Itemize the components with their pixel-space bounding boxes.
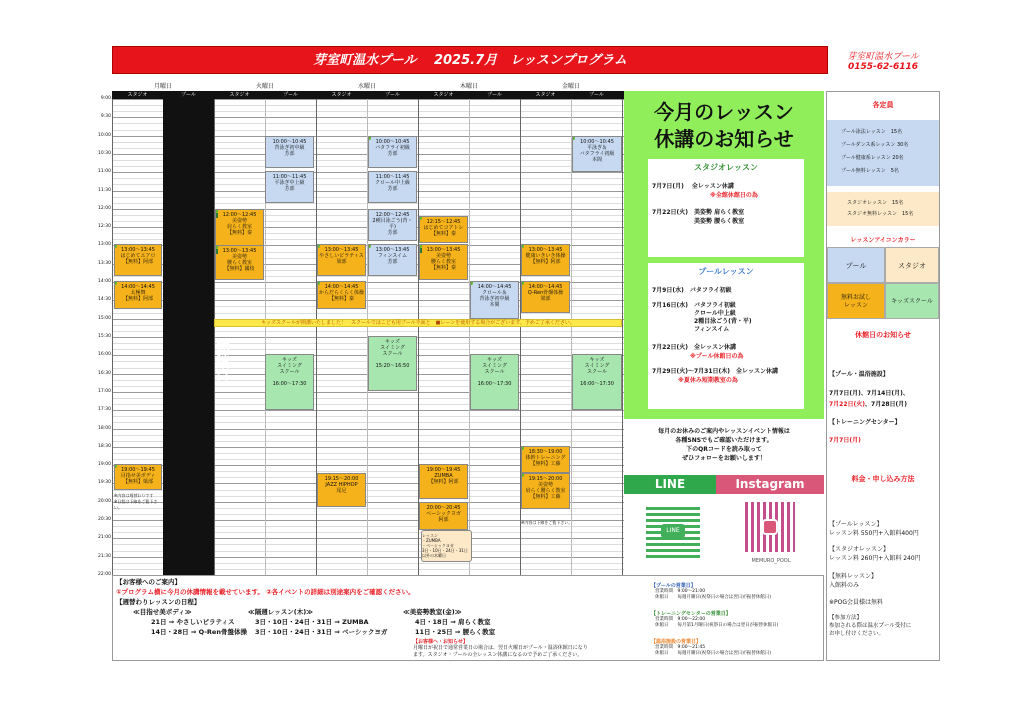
lesson-fri-pool-1[interactable]: 10:00〜10:45 平泳ぎ＆ バタフライ初級 本間	[572, 136, 622, 172]
sub-header	[112, 91, 624, 99]
time-label: 10:00	[98, 132, 111, 138]
lesson-wed-studio-3[interactable]: 19:15〜20:00 JAZZ HIPHOP 尾足	[317, 473, 366, 507]
lesson-wed-pool-4[interactable]: 13:00〜13:45 フィンスイム 芳部	[368, 244, 417, 276]
studio-notice-box: スタジオレッスン 7月7日(月) 全レッスン休講 ※全館休館日の為 7月22日(火) 美姿勢 肩らく教室 美姿勢 腰らく教室	[648, 159, 804, 257]
line-qr-code[interactable]	[646, 504, 700, 558]
closed-heading: 休館日のお知らせ	[855, 331, 911, 339]
time-label: 18:00	[98, 425, 111, 431]
day-header-mon: 月曜日	[153, 83, 172, 90]
fee-studio: 【スタジオレッスン】 レッスン料 260円+入館料 240円	[829, 546, 921, 562]
day-header-tue: 火曜日	[255, 83, 274, 90]
note-mon: ※内容は週替わりです ※日程は下線をご覧下さい。	[114, 493, 158, 510]
time-label: 16:30	[98, 370, 111, 376]
fee-how: 【参加方法】 参加される際は温水プール受付に お申し付けください。	[829, 615, 912, 637]
note-thu: レッスン ・ZUMBA ・ベーシックヨガ 3日・10日・24日・31日 以外の木曜日	[421, 530, 472, 562]
lesson-thu-pool-1[interactable]: 14:00〜14:45 クロール＆ 背泳ぎ初中級 本間	[470, 281, 519, 319]
time-label: 9:30	[100, 114, 111, 120]
legend-free: 無料お試し レッスン	[827, 283, 885, 319]
time-label: 10:30	[98, 150, 111, 156]
time-label: 22:00	[98, 572, 111, 577]
lesson-thu-studio-1[interactable]: 12:15〜12:45 はじめてコアトレ 【無料】秦	[419, 216, 468, 243]
time-label: 17:00	[98, 388, 111, 394]
grid-col	[214, 99, 215, 575]
sub-header-pool: プール	[181, 92, 196, 98]
line-qr-label: LINE	[661, 524, 685, 538]
time-label: 13:30	[98, 260, 111, 266]
right-panel	[826, 91, 940, 661]
lesson-thu-studio-4[interactable]: 20:00〜20:45 ベーシックヨガ 阿部	[419, 502, 468, 530]
instagram-id: MEMURO_POOL	[751, 558, 791, 564]
time-label: 21:30	[98, 553, 111, 559]
time-label: 9:00	[100, 96, 111, 101]
lesson-tue-studio-1[interactable]: 12:00〜12:45 美姿勢 肩らく教室 【無料】秦	[215, 209, 264, 246]
sub-header-studio: スタジオ	[127, 92, 148, 98]
lesson-fri-kids[interactable]: キッズ スイミング スクール 16:00〜17:30	[572, 354, 622, 410]
day-header-wed: 水曜日	[357, 83, 376, 90]
lesson-tue-pool-1[interactable]: 10:00〜10:45 背泳ぎ初中級 芳部	[265, 136, 314, 168]
pool-notice-box: プールレッスン 7月9日(水) バタフライ初級 7月16日(水) バタフライ初級 クロール中上級 2種目泳ごう(背・平) フィンスイム 7月22日(火) 全レッスン休講 ※プール休館日の為 7月29日(火)〜7月31日(木) 全レッスン休講 ※夏休み短期教室の為	[648, 263, 804, 409]
instagram-qr-code[interactable]	[745, 502, 795, 552]
note-fri: ※内容は下線をご覧下さい。	[521, 520, 573, 525]
grid-col	[112, 99, 113, 575]
lesson-fri-studio-3[interactable]: 18:30〜19:00 体幹トレーニング 【無料】工藤	[521, 446, 570, 473]
lesson-tue-pool-2[interactable]: 11:00〜11:45 平泳ぎ中上級 芳部	[265, 171, 314, 203]
time-label: 12:30	[98, 224, 111, 230]
sub-header-studio: スタジオ	[229, 92, 250, 98]
legend-kids: キッズスクール	[885, 283, 939, 319]
lesson-thu-studio-2[interactable]: 13:00〜13:45 美姿勢 腰らく教室 【無料】秦	[419, 244, 468, 280]
day-header-thu: 木曜日	[459, 83, 478, 90]
sns-text: 毎月のお休みのご案内やレッスンイベント情報は 各種SNSでもご確認いただけます。 下のQRコードを読み取って ぜひフォローをお願いします！	[658, 428, 790, 462]
lesson-thu-kids[interactable]: キッズ スイミング スクール 16:00〜17:30	[470, 354, 519, 410]
lesson-tue-studio-2[interactable]: 13:00〜13:45 美姿勢 腰らく教室 【無料】國枝	[215, 245, 264, 280]
capacity-heading: 各定員	[872, 101, 894, 109]
time-label: 19:30	[98, 480, 111, 486]
time-label: 18:30	[98, 443, 111, 449]
lesson-wed-kids[interactable]: キッズ スイミング スクール 15:20〜16:50	[368, 336, 417, 391]
facility-phone: 0155-62-6116	[847, 62, 919, 72]
fee-pog: ※POG会員様は無料	[829, 599, 884, 606]
time-label: 14:30	[98, 297, 111, 303]
time-label: 15:30	[98, 334, 111, 339]
day-header-fri: 金曜日	[561, 83, 580, 90]
line-banner[interactable]: LINE	[624, 475, 716, 494]
lesson-thu-studio-3[interactable]: 19:00〜19:45 ZUMBA 【無料】阿部	[419, 464, 468, 499]
lesson-mon-studio-3[interactable]: 19:00〜19:45 目指せ美ボディ 【無料】梁部	[114, 464, 162, 490]
training-closed-day: 7月7日(月)	[829, 437, 861, 444]
time-label: 11:00	[98, 169, 111, 175]
sub-header-studio: スタジオ	[433, 92, 454, 98]
time-label: 12:00	[98, 205, 111, 211]
time-label: 20:00	[98, 498, 111, 504]
time-label: 17:30	[98, 407, 111, 413]
sub-header-pool: プール	[487, 92, 502, 98]
legend-studio: スタジオ	[885, 247, 939, 283]
time-label: 15:00	[98, 315, 111, 321]
bottom-info: 【お客様へのご案内】 ①プログラム横に今月の休講情報を載せています。 ②各イベントの詳細は別途案内をご確認ください。 【週替わりレッスンの日程】 ≪目指せ美ボディ≫ 21日 ⇒ やさしいピラティス 14日・28日 ⇒ Q-Ren骨盤体操 ≪隔週レッスン(木)≫ 3日・10日・24日・31日 ⇒ ZUMBA 3日・10日・24日・31日 ⇒ ベーシックヨガ ≪美姿勢教室(金)≫ 4日・18日 ⇒ 肩らく教室 11日・25日 ⇒ 腰らく教室 【お客様へ・お知らせ】 月曜日が祝日で通常営業日の場合は、翌日火曜日がプール・温浴休館日になり ます。スタジオ・プールの全レッスン休講になるので予めご了承ください。 【プールの営業日】 営業時間 9:00〜21:00 休館日 毎週月曜日(祝祭日の場合は翌日が振替休館日) 【トレーニングセンターの営業日】 営業時間 9:00〜22:00 休館日 毎月第1月曜日(祝祭日の場合は翌日が振替休館日) 【温浴施設の営業日】 営業時間 9:00〜21:45 休館日 毎週月曜日(祝祭日の場合は翌日が振替休館日)	[112, 575, 824, 661]
sub-header-studio: スタジオ	[535, 92, 556, 98]
fee-pool: 【プールレッスン】 レッスン料 550円+入館料400円	[829, 521, 919, 537]
lesson-fri-studio-4[interactable]: 19:15〜20:00 美姿勢 肩らく腰らく教室 【無料】工藤	[521, 473, 570, 509]
page-title: 芽室町温水プール 2025.7月 レッスンプログラム	[313, 53, 627, 68]
header-bar	[112, 46, 828, 74]
capacity-box: プール泳法レッスン 15名 プールダンス系レッスン 30名 プール健康系レッスン 20名 プール無料レッスン 5名	[827, 120, 939, 186]
time-label: 21:00	[98, 535, 111, 541]
pool-bath-heading: 【プール・温浴施設】	[829, 371, 889, 378]
sub-header-pool: プール	[589, 92, 604, 98]
instagram-banner[interactable]: Instagram	[716, 475, 824, 494]
capacity-box-studio: スタジオレッスン 15名 スタジオ無料レッスン 15名	[827, 192, 939, 226]
notice-panel	[624, 91, 824, 419]
time-label: 19:00	[98, 462, 111, 468]
lesson-wed-pool-1[interactable]: 10:00〜10:45 バタフライ初級 芳部	[368, 136, 417, 168]
sub-header-studio: スタジオ	[331, 92, 352, 98]
lesson-wed-studio-2[interactable]: 14:00〜14:45 からだらくらく体操 【無料】秦	[317, 281, 366, 309]
lesson-fri-studio-2[interactable]: 14:00〜14:45 Q-Ren骨盤体操 梁部	[521, 281, 570, 313]
lesson-mon-studio-2[interactable]: 14:00〜14:45 太極舞 【無料】阿部	[114, 281, 162, 309]
training-heading: 【トレーニングセンター】	[829, 419, 901, 426]
notice-title-2: 休講のお知らせ	[654, 127, 794, 151]
kids-notice: キッズスクールが開講いたしました！ スクールではこども用プール半面と ■レーンを使用する場合がございます。予めご了承ください。	[214, 319, 622, 327]
instagram-icon	[762, 519, 778, 535]
time-label: 11:30	[98, 187, 111, 193]
lesson-fri-studio-1[interactable]: 13:00〜13:45 健康いきいき体操 【無料】阿部	[521, 244, 570, 276]
sub-header-pool: プール	[385, 92, 400, 98]
time-label: 16:00	[98, 352, 111, 358]
lesson-wed-studio-1[interactable]: 13:00〜13:45 やさしいピラティス 梁部	[317, 244, 366, 276]
closed-label: 休館日	[213, 339, 231, 384]
time-labels	[92, 96, 112, 577]
pool-closed-days-line2: 7月22日(火)、7月28日(月)	[829, 401, 908, 408]
lesson-mon-studio-1[interactable]: 13:00〜13:45 はじめてエアロ 【無料】阿部	[114, 244, 162, 276]
time-label: 20:30	[98, 517, 111, 523]
sub-header-pool: プール	[283, 92, 298, 98]
facility-name: 芽室町温水プール	[847, 52, 919, 62]
notice-title-1: 今月のレッスン	[654, 100, 794, 124]
grid-col	[622, 99, 623, 575]
legend-pool: プール	[827, 247, 885, 283]
pool-closed-days-a: 7月7日(月)、7月14日(月)、	[829, 390, 909, 397]
fee-heading: 料金・申し込み方法	[851, 475, 915, 483]
closed-column	[163, 99, 231, 575]
grid-col	[469, 99, 470, 575]
lesson-wed-pool-2[interactable]: 11:00〜11:45 クロール中上級 芳部	[368, 171, 417, 203]
time-label: 14:00	[98, 279, 111, 285]
lesson-wed-pool-3[interactable]: 12:00〜12:45 2種目泳ごう(背・平) 芳部	[368, 209, 417, 241]
fee-free: 【無料レッスン】 入館料のみ	[829, 573, 877, 589]
time-label: 13:00	[98, 242, 111, 248]
icon-color-heading: レッスンアイコンカラー	[850, 237, 916, 244]
lesson-tue-kids[interactable]: キッズ スイミング スクール 16:00〜17:30	[265, 354, 314, 410]
